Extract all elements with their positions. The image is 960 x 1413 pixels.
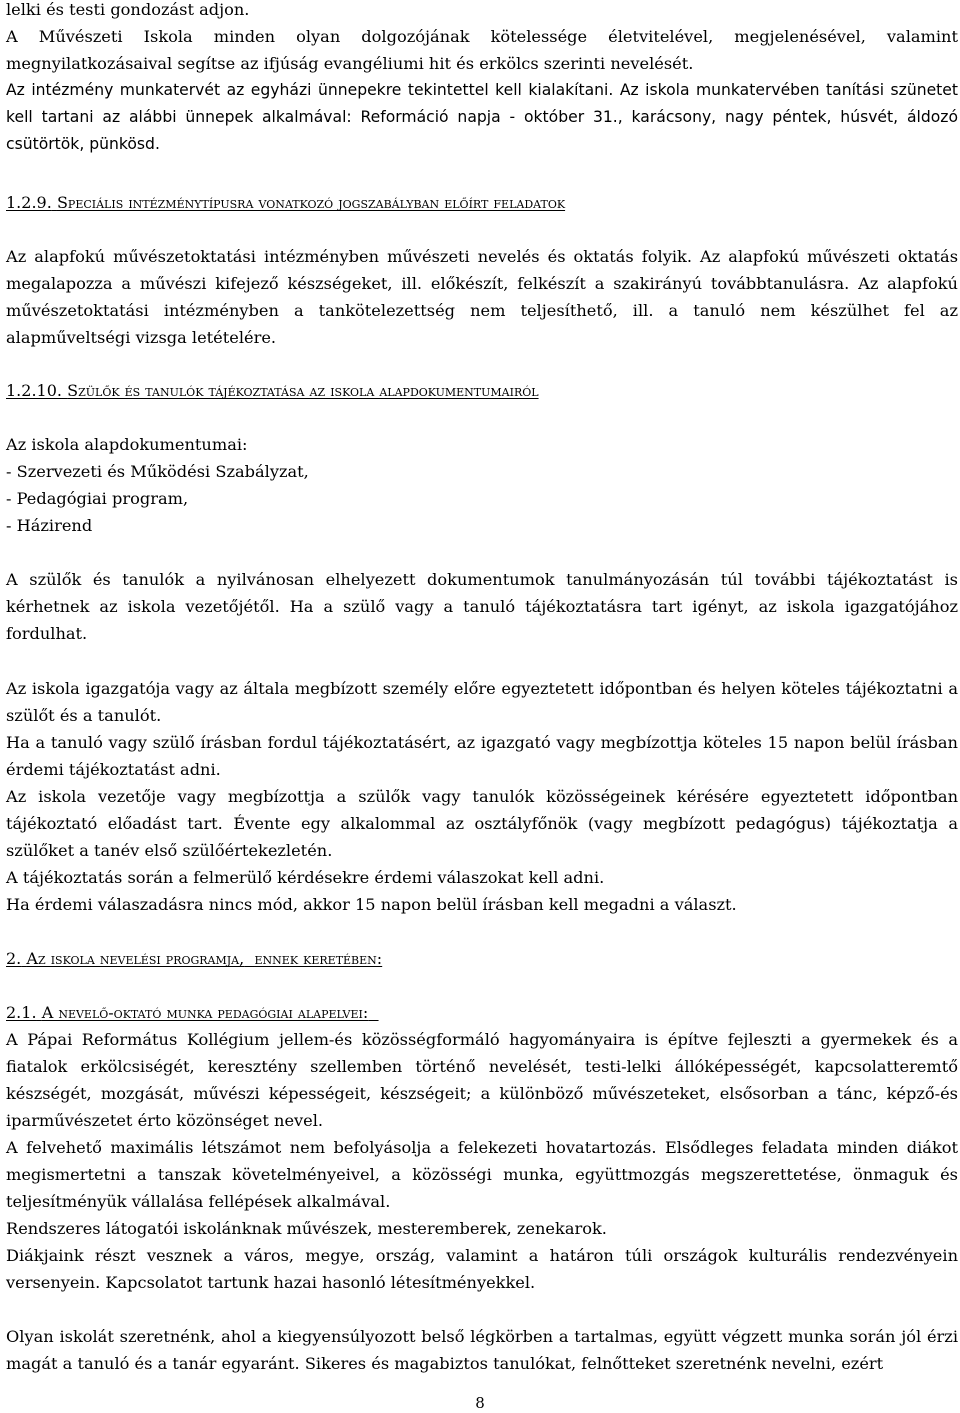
section-1-2-9 [6,189,958,216]
paragraph: Az iskola vezetője vagy megbízottja a szülők vagy tanulók közösségeinek kérésére egyeztetett időpontban tájékoztató előadást tart. Évente egy alkalommal az osztályfőnök (vagy megbízott pedagógus) tájékoztatja a szülőket a tanév első szülőértekezletén. [6,787,958,860]
paragraph: A Művészeti Iskola minden olyan dolgozójának kötelessége életvitelével, megjelenésével, valamint megnyilatkozásaival segítse az ifjúság evangéliumi hit és erkölcs szerinti nevelését. [6,27,958,73]
paragraph: Az alapfokú művészetoktatási intézményben művészeti nevelés és oktatás folyik. Az alapfokú művészeti oktatás megalapozza a művészi kifejező készségeket, ill. előkészít, felkészít a szakirányú továbbtanulásra. Az alapfokú művészetoktatási intézményben a tankötelezettség nem teljesíthető, ill. a tanuló nem készülhet fel az alapműveltségi vizsga letételére. [6,247,958,347]
section-1-2-10-body [6,566,958,647]
section-1-2-9-body [6,243,958,351]
paragraph: A Pápai Református Kollégium jellem-és közösségformáló hagyományaira is építve fejleszti a gyermekek és a fiatalok erkölcsiségét, keresztény szellemben történő nevelését, testi-lelki állóképességét, kapcsolatteremtő készségét, mozgását, művészi képességeit, készségeit; a különböző művészeteket, elsősorban a tánc, képző-és iparművészetet érto közönséget nevel. [6,1030,958,1130]
paragraph: Ha érdemi válaszadásra nincs mód, akkor 15 napon belül írásban kell megadni a választ. [6,895,737,914]
paragraph: lelki és testi gondozást adjon. [6,0,250,19]
paragraph: Az iskola igazgatója vagy az általa megbízott személy előre egyeztetett időpontban és helyen köteles tájékoztatni a szülőt és a tanulót. [6,679,958,725]
paragraph: Rendszeres látogatói iskolánknak művészek, mesteremberek, zenekarok. [6,1219,607,1238]
section-2-1 [6,999,958,1296]
intro-section [6,0,958,158]
section-heading: 1.2.10. Szülők és tanulók tájékoztatása az iskola alapdokumentumairól [6,381,539,400]
page-number: 8 [475,1394,485,1412]
paragraph: A felvehető maximális létszámot nem befolyásolja a felekezeti hovatartozás. Elsődleges feladata minden diákot megismertetni a tanszak követelményeivel, a közösségi munka, együttmozgás megszerettetése, önmaguk és teljesítményük vállalása fellépések alkalmával. [6,1138,958,1211]
list-item: - Pedagógiai program, [6,489,189,508]
paragraph: A szülők és tanulók a nyilvánosan elhelyezett dokumentumok tanulmányozásán túl további tájékoztatást is kérhetnek az iskola vezetőjétől. Ha a szülő vagy a tanuló tájékoztatásra tart igényt, az iskola igazgatójához fordulhat. [6,570,958,643]
paragraph: Ha a tanuló vagy szülő írásban fordul tájékoztatásért, az igazgató vagy megbízottja köteles 15 napon belül írásban érdemi tájékoztatást adni. [6,733,958,779]
section-heading: 2.1. A nevelő-oktató munka pedagógiai alapelvei: [6,1003,369,1022]
paragraph: Diákjaink részt vesznek a város, megye, ország, valamint a határon túli országok kulturális rendezvényein versenyein. Kapcsolatot tartunk hazai hasonló létesítményekkel. [6,1246,958,1292]
paragraph: A tájékoztatás során a felmerülő kérdésekre érdemi válaszokat kell adni. [6,868,605,887]
list-item: - Házirend [6,516,93,535]
section-1-2-10 [6,377,958,404]
section-2 [6,945,958,972]
section-2-1-end [6,1323,958,1377]
list-item: - Szervezeti és Működési Szabályzat, [6,462,309,481]
section-1-2-10-body-2 [6,675,958,918]
section-heading: 1.2.9. Speciális intézménytípusra vonatkozó jogszabályban előírt feladatok [6,193,566,212]
section-heading: 2. Az iskola nevelési programja, ennek keretében: [6,949,383,968]
paragraph: Olyan iskolát szeretnénk, ahol a kiegyensúlyozott belső légkörben a tartalmas, együtt végzett munka során jól érzi magát a tanuló és a tanár egyaránt. Sikeres és magabiztos tanulókat, felnőtteket szeretnénk nevelni, ezért [6,1327,958,1373]
section-1-2-10-list [6,431,958,539]
list-intro: Az iskola alapdokumentumai: [6,435,248,454]
paragraph: Az intézmény munkatervét az egyházi ünnepekre tekintettel kell kialakítani. Az iskola munkatervében tanítási szünetet kell tartani az alábbi ünnepek alkalmával: Reformáció napja - október 31., karácsony, nagy péntek, húsvét, áldozó csütörtök, pünkösd. [6,81,958,153]
